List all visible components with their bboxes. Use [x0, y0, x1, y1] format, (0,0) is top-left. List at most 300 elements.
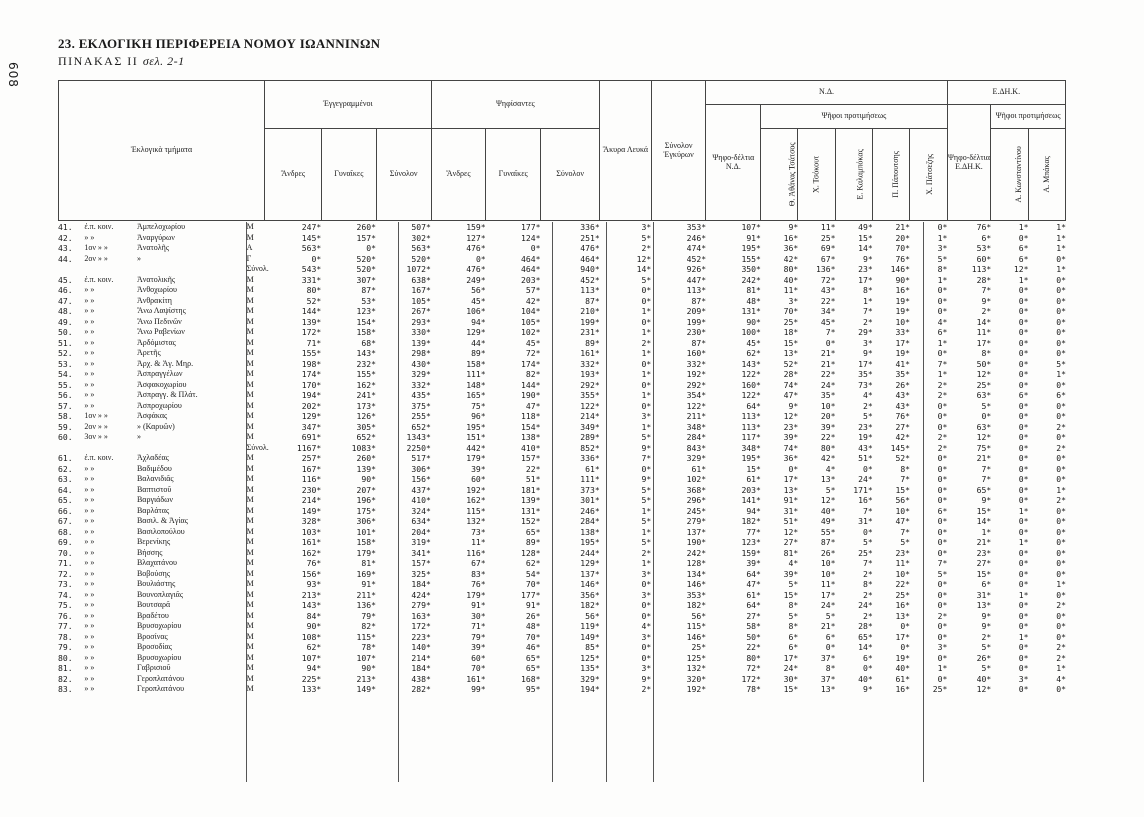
cell-value: 47* [525, 400, 541, 411]
cell-value: 0* [1056, 505, 1066, 516]
cell-value: 0* [1018, 663, 1029, 673]
row-prefix: » » [84, 600, 95, 609]
cell-value: 143* [741, 358, 761, 369]
row-number: 79. [58, 642, 73, 652]
cell-value: 195* [741, 243, 761, 253]
cell-value: 1* [1018, 537, 1029, 547]
cell-value: 161* [580, 348, 600, 358]
cell-value: 0* [1018, 547, 1029, 558]
cell-value: 324* [411, 505, 431, 516]
cell-value: 111* [466, 369, 486, 379]
cell-value: 476* [580, 243, 600, 253]
cell-value: 0* [1056, 453, 1066, 463]
cell-value: 148* [466, 379, 486, 390]
cell-value: 0* [641, 400, 652, 411]
row-number [58, 264, 84, 275]
row-name: Βρυσοχωρίου [136, 652, 182, 662]
cell-value: 81* [746, 285, 761, 295]
cell-value: 22* [820, 432, 836, 442]
row-prefix: » » [84, 390, 95, 399]
row-number: 46. [58, 285, 73, 295]
cell-value: 146* [686, 631, 707, 642]
row-name: Γεροπλατάνου [136, 684, 185, 693]
cell-value: 843* [686, 442, 707, 453]
cell-value: 9* [863, 348, 873, 358]
cell-value: 0* [863, 663, 873, 673]
cell-value: 14* [976, 516, 992, 526]
cell-value: 40* [783, 274, 799, 285]
table-row [58, 474, 1066, 485]
cell-value: 8* [788, 600, 799, 610]
table-row [58, 611, 1066, 622]
row-prefix: » » [84, 684, 95, 693]
row-name: Βερενίκης [136, 537, 171, 546]
cell-value: 41* [895, 358, 911, 369]
cell-value: 8* [937, 264, 948, 274]
cell-value: 464* [521, 264, 541, 274]
cell-value: 149* [301, 505, 322, 516]
cell-value: 0* [641, 379, 652, 390]
cell-value: 18* [783, 327, 799, 337]
cell-value: 160* [686, 348, 707, 358]
cell-value: 242* [686, 547, 707, 558]
row-suffix: Μ [246, 621, 254, 630]
cell-value: 12* [976, 369, 992, 379]
row-suffix: Μ [246, 600, 254, 609]
cell-value: 139* [356, 463, 377, 474]
table-row [58, 296, 1066, 307]
row-prefix: » » [84, 358, 95, 368]
cell-value: 438* [411, 673, 431, 684]
row-name: Βουλιάστης [136, 579, 176, 588]
cell-value: 2* [863, 610, 873, 621]
table-row [58, 579, 1066, 590]
row-name: Βαδιμέδου [136, 463, 172, 473]
cell-value: 139* [521, 495, 541, 505]
cell-value: 0* [825, 642, 836, 652]
cell-value: 119* [580, 621, 600, 631]
cell-value: 5* [900, 537, 911, 547]
row-name: Ἀνθρακίτη [136, 295, 172, 305]
edik-pref-header: Ψῆφοι προτιμήσεως [991, 105, 1066, 129]
cell-value: 0* [1056, 526, 1066, 537]
cell-value: 302* [411, 232, 431, 243]
cell-value: 80* [306, 285, 322, 295]
cell-value: 13* [783, 348, 799, 358]
cell-value: 192* [686, 369, 707, 379]
cell-value: 71* [471, 621, 486, 631]
cell-value: 158* [466, 358, 486, 369]
cell-value: 1* [1018, 505, 1029, 516]
cell-value: 211* [686, 411, 707, 421]
cell-value: 181* [521, 484, 541, 495]
cell-value: 48* [746, 295, 761, 306]
row-number: 74. [58, 589, 73, 600]
cell-value: 1* [1056, 579, 1066, 589]
cell-value: 5* [981, 642, 992, 652]
cell-value: 132* [686, 663, 707, 673]
cell-value: 5* [1056, 358, 1066, 369]
cell-value: 298* [411, 348, 431, 358]
cell-value: 174* [521, 358, 541, 369]
cell-value: 634* [411, 516, 431, 526]
cell-value: 25* [895, 589, 911, 600]
cell-value: 21* [820, 621, 836, 631]
row-name: Ἀσπραγγ. & Πλάτ. [136, 390, 198, 399]
nd-ballots-header: Ψηφο-δέλτια Ν.Δ. [706, 105, 761, 221]
cell-value: 72* [746, 663, 761, 673]
cell-value: 0* [1056, 316, 1066, 327]
table-row [58, 432, 1066, 443]
table-row [58, 243, 1066, 254]
cell-value: 45* [820, 316, 836, 327]
cell-value: 143* [356, 348, 377, 358]
cell-value: 70* [471, 663, 486, 673]
cell-value: 0* [937, 474, 948, 484]
cell-value: 28* [858, 621, 873, 631]
table-row [58, 653, 1066, 664]
row-number: 49. [58, 316, 73, 327]
cell-value: 435* [411, 390, 431, 400]
cell-value: 289* [580, 432, 600, 442]
cell-value: 2* [863, 589, 873, 600]
cell-value: 7* [937, 358, 948, 369]
cell-value: 442* [466, 442, 486, 453]
cell-value: 517* [411, 453, 431, 463]
cell-value: 284* [580, 516, 600, 526]
table-subtitle [58, 54, 185, 69]
cell-value: 245* [686, 505, 707, 516]
cell-value: 90* [361, 474, 377, 484]
cand-header: Χ. Πάτσεζης [910, 129, 947, 221]
cell-value: 3* [788, 295, 799, 306]
cell-value: 137* [580, 568, 600, 579]
cell-value: 5* [641, 274, 652, 285]
cell-value: 0* [788, 463, 799, 474]
cell-value: 94* [471, 316, 486, 327]
cell-value: 0* [1056, 631, 1066, 642]
cell-value: 179* [466, 453, 486, 463]
cell-value: 0* [1018, 684, 1029, 694]
cell-value: 5* [981, 663, 992, 673]
table-row [58, 422, 1066, 433]
cell-value: 3* [641, 631, 652, 642]
cell-value: 198* [301, 358, 322, 369]
cell-value: 246* [580, 505, 600, 516]
cell-value: 21* [976, 453, 992, 463]
cell-value: 1* [641, 306, 652, 316]
row-name: Ἀσφάκας [136, 411, 168, 420]
cell-value: 25* [783, 316, 799, 327]
cell-value: 1* [937, 232, 948, 243]
edik-header: Ε.ΔΗ.Κ. [947, 81, 1065, 105]
cell-value: 123* [356, 306, 377, 316]
cell-value: 136* [356, 600, 377, 610]
row-prefix: » » [84, 495, 95, 504]
cell-value: 145* [890, 442, 911, 453]
cell-value: 61* [746, 474, 761, 484]
cell-value: 70* [895, 243, 911, 253]
cell-value: 82* [361, 621, 377, 631]
cell-value: 43* [820, 285, 836, 295]
cell-value: 102* [686, 474, 707, 484]
cell-value: 0* [1056, 610, 1066, 621]
cell-value: 7* [641, 453, 652, 463]
cell-value: 199* [686, 316, 707, 327]
cell-value: 1* [937, 274, 948, 285]
cell-value: 452* [686, 253, 707, 264]
cell-value: 0* [937, 411, 948, 421]
cell-value: 279* [686, 516, 707, 526]
cell-value: 231* [580, 327, 600, 337]
cell-value: 67* [820, 253, 836, 264]
cell-value: 60* [976, 253, 992, 264]
row-name: Ἀνθοχωρίου [136, 285, 177, 294]
cell-value: 0* [937, 463, 948, 474]
row-prefix: » » [84, 579, 95, 588]
table-row [58, 674, 1066, 685]
cell-value: 168* [521, 673, 541, 684]
cell-value: 0* [1056, 274, 1066, 285]
cell-value: 3* [641, 411, 652, 421]
cell-value: 10* [895, 316, 911, 327]
cell-value: 79* [471, 631, 486, 642]
cell-value: 7* [863, 306, 873, 316]
cell-value: 244* [580, 547, 600, 558]
cell-value: 0* [1018, 327, 1029, 337]
cell-value: 329* [411, 369, 431, 379]
cell-value: 91* [471, 600, 486, 610]
row-number: 59. [58, 421, 73, 432]
cell-value: 17* [895, 631, 911, 642]
cell-value: 146* [890, 264, 911, 274]
cell-value: 0* [937, 600, 948, 610]
cell-value: 260* [356, 453, 377, 463]
row-number: 82. [58, 673, 73, 684]
cell-value: 11* [783, 285, 799, 295]
cell-value: 125* [686, 652, 707, 663]
cell-value: 78* [746, 684, 761, 694]
cell-value: 1* [863, 295, 873, 306]
cell-value: 190* [521, 390, 541, 400]
cell-value: 332* [411, 379, 431, 390]
cell-value: 7* [937, 558, 948, 568]
cell-value: 76* [471, 579, 486, 589]
row-prefix: » » [84, 327, 95, 336]
cell-value: 5* [641, 484, 652, 495]
cell-value: 2* [641, 337, 652, 348]
cell-value: 1* [1056, 264, 1066, 274]
cell-value: 115* [466, 505, 486, 516]
cell-value: 4* [1056, 673, 1066, 684]
row-number: 54. [58, 369, 73, 379]
cell-value: 2* [937, 390, 948, 400]
cell-value: 213* [301, 589, 322, 600]
cell-value: 7* [981, 474, 992, 484]
row-suffix: Μ [246, 379, 254, 389]
cell-value: 251* [580, 232, 600, 243]
cell-value: 476* [466, 243, 486, 253]
row-number: 60. [58, 432, 73, 442]
cell-value: 13* [820, 684, 836, 694]
cell-value: 12* [783, 411, 799, 421]
cell-value: 24* [858, 600, 873, 610]
row-number: 69. [58, 537, 73, 547]
cell-value: 184* [411, 579, 431, 589]
cell-value: 37* [820, 673, 836, 684]
cell-value: 242* [741, 274, 761, 285]
cell-value: 154* [356, 316, 377, 327]
cell-value: 135* [580, 663, 600, 673]
cell-value: 3* [1018, 673, 1029, 684]
cell-value: 47* [895, 516, 911, 526]
cell-value: 0* [937, 631, 948, 642]
cell-value: 64* [746, 568, 761, 579]
row-name: Ἄνω Λαψίστης [136, 306, 186, 315]
cell-value: 146* [580, 579, 600, 589]
cell-value: 0* [1056, 306, 1066, 316]
row-number [58, 443, 84, 454]
table-row [58, 401, 1066, 412]
cell-value: 214* [411, 652, 431, 663]
cell-value: 330* [411, 327, 431, 337]
cell-value: 15* [858, 232, 873, 243]
cell-value: 115* [686, 621, 707, 631]
cell-value: 61* [895, 673, 911, 684]
cell-value: 17* [783, 474, 799, 484]
cell-value: 16* [783, 232, 799, 243]
row-number: 75. [58, 600, 73, 610]
cell-value: 182* [580, 600, 600, 610]
cell-value: 107* [301, 652, 322, 663]
cell-value: 1* [1056, 663, 1066, 673]
cell-value: 430* [411, 358, 431, 369]
cell-value: 1* [937, 369, 948, 379]
cell-value: 1* [1018, 222, 1029, 232]
cell-value: 54* [525, 568, 541, 579]
row-prefix: » » [84, 547, 95, 557]
table-row [58, 600, 1066, 611]
row-suffix: Α [246, 243, 253, 252]
cell-value: 56* [585, 610, 600, 621]
cell-value: 0* [475, 253, 486, 264]
cell-value: 76* [976, 222, 992, 232]
cell-value: 72* [820, 274, 836, 285]
cell-value: 17* [783, 652, 799, 663]
cell-value: 0* [863, 526, 873, 537]
cell-value: 107* [356, 652, 377, 663]
row-number: 73. [58, 579, 73, 589]
row-name: Βλαχατάνου [136, 558, 177, 567]
cell-value: 42* [820, 453, 836, 463]
cell-value: 171* [853, 484, 873, 495]
cell-value: 301* [580, 495, 600, 505]
row-number: 80. [58, 652, 73, 663]
cell-value: 10* [895, 568, 911, 579]
cell-value: 29* [858, 327, 873, 337]
table-row [58, 621, 1066, 632]
cell-value: 19* [895, 295, 911, 306]
cell-value: 194* [301, 390, 322, 400]
cell-value: 42* [895, 432, 911, 442]
cell-value: 81* [361, 558, 377, 568]
cell-value: 368* [686, 484, 707, 495]
table-row [58, 516, 1066, 527]
cell-value: 293* [411, 316, 431, 327]
row-prefix: 1ον » » [84, 243, 108, 252]
cell-value: 55* [820, 526, 836, 537]
cell-value: 2* [981, 631, 992, 642]
cell-value: 131* [521, 505, 541, 516]
cell-value: 184* [411, 663, 431, 673]
cell-value: 31* [976, 589, 992, 600]
cell-value: 52* [783, 358, 799, 369]
edik-ballots-header: Ψηφο-δέλτια Ε.ΔΗ.Κ. [947, 105, 991, 221]
table-row [58, 411, 1066, 422]
cell-value: 91* [525, 600, 541, 610]
cell-value: 292* [580, 379, 600, 390]
row-name: Ἀρδόμιστας [136, 337, 176, 347]
row-name: Ἀσπροχωρίου [136, 400, 182, 410]
cell-value: 23* [858, 264, 873, 274]
cell-value: 27* [746, 610, 761, 621]
cell-value: 22* [895, 579, 911, 589]
row-name: Βροσίνας [136, 631, 168, 641]
cell-value: 0* [937, 652, 948, 663]
cell-value: 246* [686, 232, 707, 243]
cell-value: 26* [820, 547, 836, 558]
cell-value: 163* [411, 610, 431, 621]
cell-value: 0* [1056, 411, 1066, 421]
row-number: 43. [58, 243, 73, 253]
cell-value: 1* [641, 505, 652, 516]
table-row [58, 359, 1066, 370]
row-prefix: » » [84, 621, 95, 630]
row-name: Ἀνατολῆς [136, 243, 169, 252]
cell-value: 10* [820, 568, 836, 579]
row-suffix: Μ [246, 306, 254, 315]
row-prefix: » » [84, 337, 95, 347]
cell-value: 241* [356, 390, 377, 400]
cell-value: 331* [301, 274, 322, 285]
cell-value: 167* [301, 463, 322, 474]
cell-value: 182* [686, 600, 707, 610]
cell-value: 0* [1018, 432, 1029, 442]
cell-value: 124* [521, 232, 541, 243]
cell-value: 279* [411, 600, 431, 610]
cell-value: 282* [411, 684, 431, 694]
cell-value: 12* [976, 432, 992, 442]
table-row [58, 254, 1066, 265]
cell-value: 0* [1018, 358, 1029, 369]
cell-value: 139* [301, 316, 322, 327]
cell-value: 4* [641, 621, 652, 631]
cell-value: 61* [585, 463, 600, 474]
row-number: 41. [58, 222, 73, 232]
row-number: 50. [58, 327, 73, 337]
cell-value: 51* [858, 453, 873, 463]
row-prefix: ἐ.π. κοιν. [84, 453, 114, 462]
cell-value: 19* [858, 432, 873, 442]
cell-value: 23* [895, 547, 911, 558]
cell-value: 0* [1056, 621, 1066, 631]
cell-value: 149* [580, 631, 600, 642]
cell-value: 24* [783, 663, 799, 673]
cell-value: 177* [521, 222, 541, 232]
cell-value: 373* [580, 484, 600, 495]
cell-value: 652* [411, 421, 431, 432]
cell-value: 169* [356, 568, 377, 579]
